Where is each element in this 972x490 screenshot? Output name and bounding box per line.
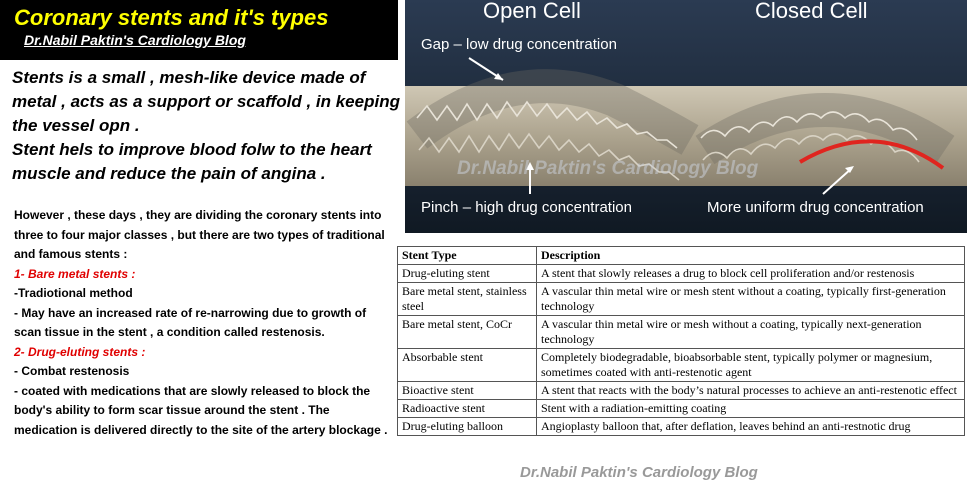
bare-metal-point-2: - May have an increased rate of re-narrowing due to growth of scan tissue in the stent , a condition called restenosis.	[14, 305, 367, 339]
stent-type-cell: Bioactive stent	[398, 382, 537, 400]
stent-type-cell: Bare metal stent, stainless steel	[398, 283, 537, 316]
uniform-label: More uniform drug concentration	[707, 199, 924, 216]
description-cell: Completely biodegradable, bioabsorbable stent, typically polymer or magnesium, sometimes coated with anti-restenotic agent	[537, 349, 965, 382]
table-row	[398, 382, 965, 400]
drug-eluting-point-1: - Combat restenosis	[14, 364, 130, 378]
table-row	[398, 316, 965, 349]
stent-types-table	[397, 246, 965, 436]
pinch-label: Pinch – high drug concentration	[421, 199, 632, 216]
table-row	[398, 400, 965, 418]
intro-paragraph-2: Stent hels to improve blood folw to the heart muscle and reduce the pain of angina .	[12, 140, 372, 183]
blog-name: Dr.Nabil Paktin's Cardiology Blog	[24, 32, 246, 48]
table-row	[398, 265, 965, 283]
bare-metal-heading: 1- Bare metal stents :	[14, 266, 136, 281]
stent-types-text	[14, 206, 394, 440]
gap-label: Gap – low drug concentration	[421, 36, 617, 53]
stent-type-cell: Drug-eluting stent	[398, 265, 537, 283]
table-row	[398, 349, 965, 382]
footer-watermark: Dr.Nabil Paktin's Cardiology Blog	[520, 464, 758, 481]
stent-type-cell: Radioactive stent	[398, 400, 537, 418]
table-row	[398, 418, 965, 436]
description-cell: A vascular thin metal wire or mesh without a coating, typically next-generation technology	[537, 316, 965, 349]
stent-type-cell: Bare metal stent, CoCr	[398, 316, 537, 349]
open-cell-label: Open Cell	[483, 0, 581, 23]
bare-metal-point-1: -Tradiotional method	[14, 286, 133, 300]
image-watermark: Dr.Nabil Paktin's Cardiology Blog	[457, 158, 759, 179]
description-cell: A vascular thin metal wire or mesh stent without a coating, typically first-generation technology	[537, 283, 965, 316]
closed-cell-label: Closed Cell	[755, 0, 868, 23]
drug-eluting-heading: 2- Drug-eluting stents :	[14, 344, 146, 359]
stent-comparison-image	[405, 0, 967, 233]
description-cell: A stent that reacts with the body’s natural processes to achieve an anti-restenotic effect	[537, 382, 965, 400]
title-bar	[0, 0, 398, 60]
drug-eluting-point-2: - coated with medications that are slowly released to block the body's ability to form scar tissue around the stent . The medication is delivered directly to the site of the artery blockage .	[14, 383, 388, 437]
page-title: Coronary stents and it's types	[14, 5, 329, 30]
stent-type-cell: Drug-eluting balloon	[398, 418, 537, 436]
column-header-stent-type: Stent Type	[398, 247, 537, 265]
column-header-description: Description	[537, 247, 965, 265]
table-row	[398, 283, 965, 316]
description-cell: Angioplasty balloon that, after deflation, leaves behind an anti-restnotic drug	[537, 418, 965, 436]
description-cell: Stent with a radiation-emitting coating	[537, 400, 965, 418]
table-header-row	[398, 247, 965, 265]
description-cell: A stent that slowly releases a drug to block cell proliferation and/or restenosis	[537, 265, 965, 283]
lead-paragraph: However , these days , they are dividing the coronary stents into three to four major classes , but there are two types of traditional and famous stents :	[14, 208, 385, 261]
intro-paragraph-1: Stents is a small , mesh-like device made of metal , acts as a support or scaffold , in keeping the vessel opn .	[12, 68, 400, 135]
intro-text	[12, 66, 407, 186]
stent-type-cell: Absorbable stent	[398, 349, 537, 382]
